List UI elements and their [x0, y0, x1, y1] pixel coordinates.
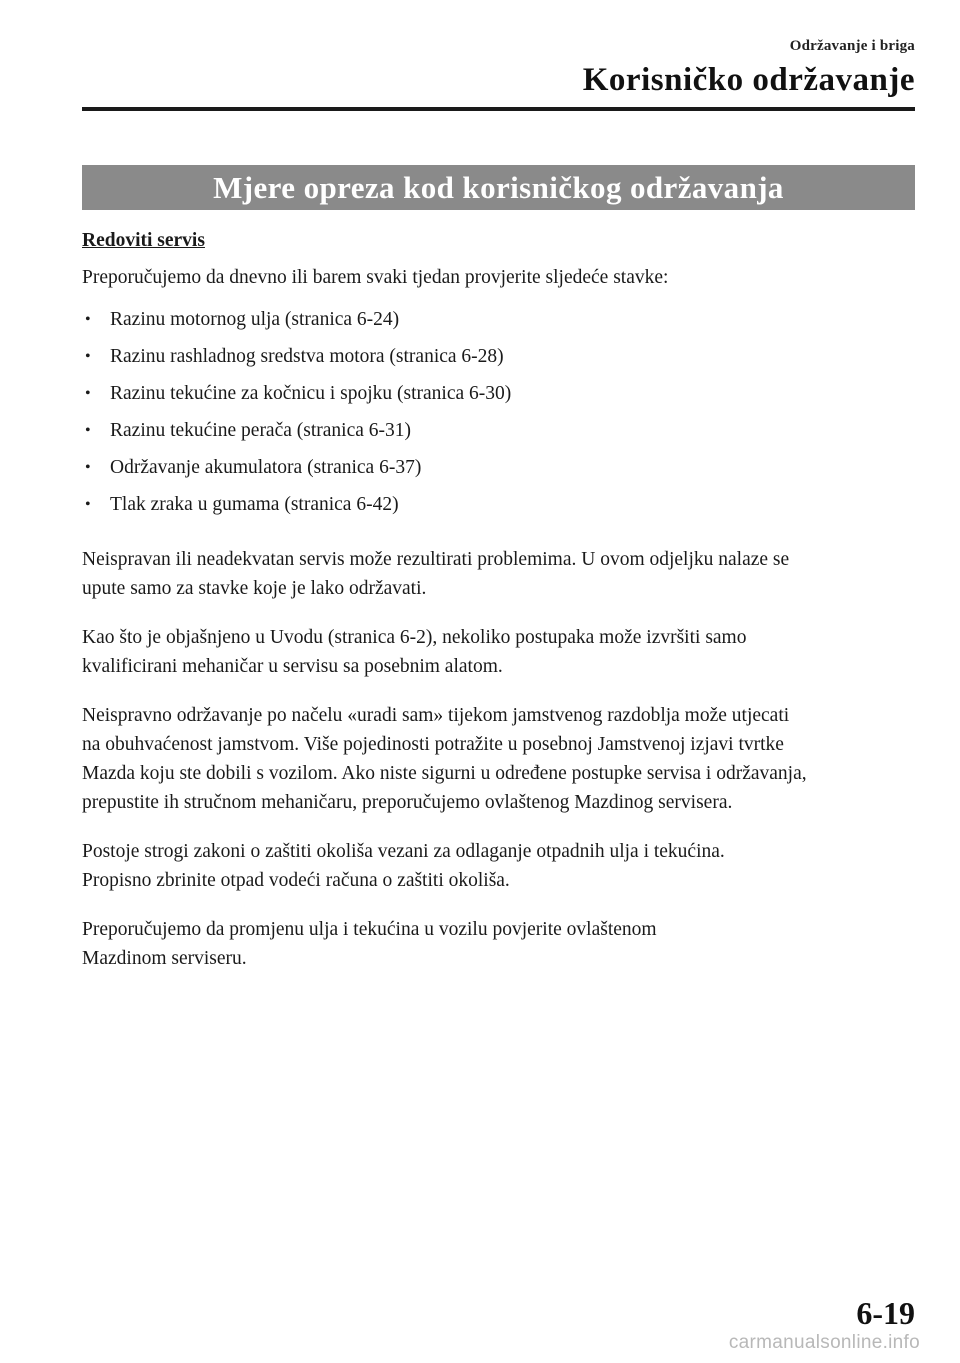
header-divider [82, 107, 915, 111]
list-item [82, 449, 915, 486]
list-item-text: Razinu rashladnog sredstva motora (stranica 6-28) [110, 346, 504, 367]
list-item [82, 486, 915, 523]
bullet-icon: • [85, 459, 91, 476]
list-item-text: Razinu tekućine za kočnicu i spojku (stranica 6-30) [110, 383, 512, 404]
paragraph: Preporučujemo da promjenu ulja i tekućina u vozilu povjerite ovlaštenom Mazdinom serviseru. [82, 919, 657, 969]
main-content [82, 226, 915, 973]
bullet-icon: • [85, 311, 91, 328]
paragraph: Postoje strogi zakoni o zaštiti okoliša vezani za odlaganje otpadnih ulja i tekućina. Propisno zbrinite otpad vodeći računa o zaštiti okoliša. [82, 841, 725, 891]
list-item-text: Razinu tekućine perača (stranica 6-31) [110, 420, 412, 441]
paragraph: Kao što je objašnjeno u Uvodu (stranica 6-2), nekoliko postupaka može izvršiti samo kvalificirani mehaničar u servisu sa posebnim alatom. [82, 627, 747, 677]
list-item [82, 301, 915, 338]
intro-text: Preporučujemo da dnevno ili barem svaki tjedan provjerite sljedeće stavke: [82, 267, 669, 288]
bullet-icon: • [85, 385, 91, 402]
bullet-icon: • [85, 422, 91, 439]
bullet-icon: • [85, 348, 91, 365]
paragraph: Neispravan ili neadekvatan servis može rezultirati problemima. U ovom odjeljku nalaze se upute samo za stavke koje je lako održavati. [82, 549, 790, 599]
list-item [82, 375, 915, 412]
list-item-text: Tlak zraka u gumama (stranica 6-42) [110, 494, 399, 515]
bullet-icon: • [85, 496, 91, 513]
watermark: carmanualsonline.info [728, 1332, 920, 1353]
page-title: Korisničko održavanje [582, 62, 915, 98]
checklist [82, 301, 915, 523]
subheading: Redoviti servis [82, 230, 205, 251]
section-title-banner: Mjere opreza kod korisničkog održavanja [82, 165, 915, 210]
list-item [82, 338, 915, 375]
chapter-label: Održavanje i briga [789, 38, 915, 54]
list-item-text: Razinu motornog ulja (stranica 6-24) [110, 309, 400, 330]
list-item [82, 412, 915, 449]
list-item-text: Održavanje akumulatora (stranica 6-37) [110, 457, 422, 478]
paragraph: Neispravno održavanje po načelu «uradi sam» tijekom jamstvenog razdoblja može utjecati na obuhvaćenost jamstvom. Više pojedinosti potražite u posebnoj Jamstvenoj izjavi tvrtke Mazda koju ste dobili s vozilom. Ako niste sigurni u određene postupke servisa i održavanja, prepustite ih stručnom mehaničaru, preporučujemo ovlaštenog Mazdinog servisera. [82, 705, 807, 813]
page-number: 6-19 [856, 1295, 915, 1331]
